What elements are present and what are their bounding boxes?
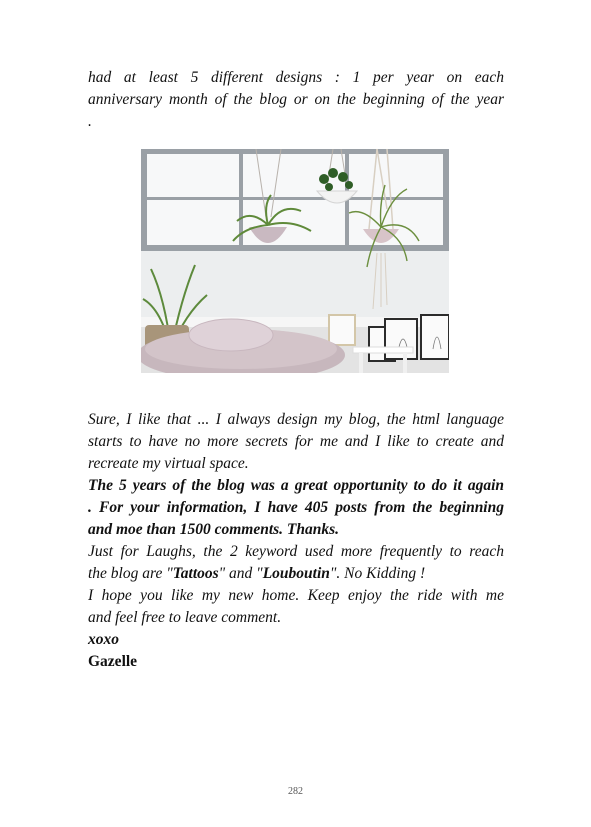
paragraph-closing (88, 585, 504, 629)
paragraph-design-line-3: recreate my virtual space. (88, 455, 249, 472)
paragraph-keywords (88, 541, 504, 585)
signature-name: Gazelle (88, 653, 138, 670)
intro-paragraph (88, 67, 504, 133)
sign-off-xoxo: xoxo (88, 631, 119, 648)
paragraph-closing-line-1: I hope you like my new home. Keep enjoy the ride with me (88, 587, 504, 604)
plants-photo (141, 149, 449, 373)
paragraph-keywords-line-1: Just for Laughs, the 2 keyword used more frequently to reach (88, 543, 504, 560)
keywords-text-c: " and " (218, 565, 263, 582)
keywords-text-e: ". No Kidding ! (329, 565, 426, 582)
intro-line-2: anniversary month of the blog or on the beginning of the year (88, 91, 504, 108)
paragraph-stats-line-3: and moe than 1500 comments. Thanks. (88, 521, 340, 538)
paragraph-design (88, 409, 504, 475)
paragraph-design-line-2: starts to have no more secrets for me and I like to create and (88, 433, 504, 450)
intro-line-3: . (88, 113, 92, 130)
paragraph-closing-line-2: and feel free to leave comment. (88, 609, 282, 626)
paragraph-stats-line-2: . For your information, I have 405 posts from the beginning (88, 499, 504, 516)
paragraph-stats (88, 475, 504, 541)
paragraph-keywords-line-2 (88, 563, 504, 585)
keyword-tattoos: Tattoos (172, 565, 219, 582)
plants-photo-illustration (141, 149, 449, 373)
paragraph-stats-line-1: The 5 years of the blog was a great opportunity to do it again (88, 477, 504, 494)
keyword-louboutin: Louboutin (262, 565, 330, 582)
keywords-text-a: the blog are " (88, 565, 173, 582)
intro-line-1: had at least 5 different designs : 1 per year on each (88, 69, 504, 86)
page-number: 282 (288, 786, 303, 797)
paragraph-design-line-1: Sure, I like that ... I always design my blog, the html language (88, 411, 504, 428)
